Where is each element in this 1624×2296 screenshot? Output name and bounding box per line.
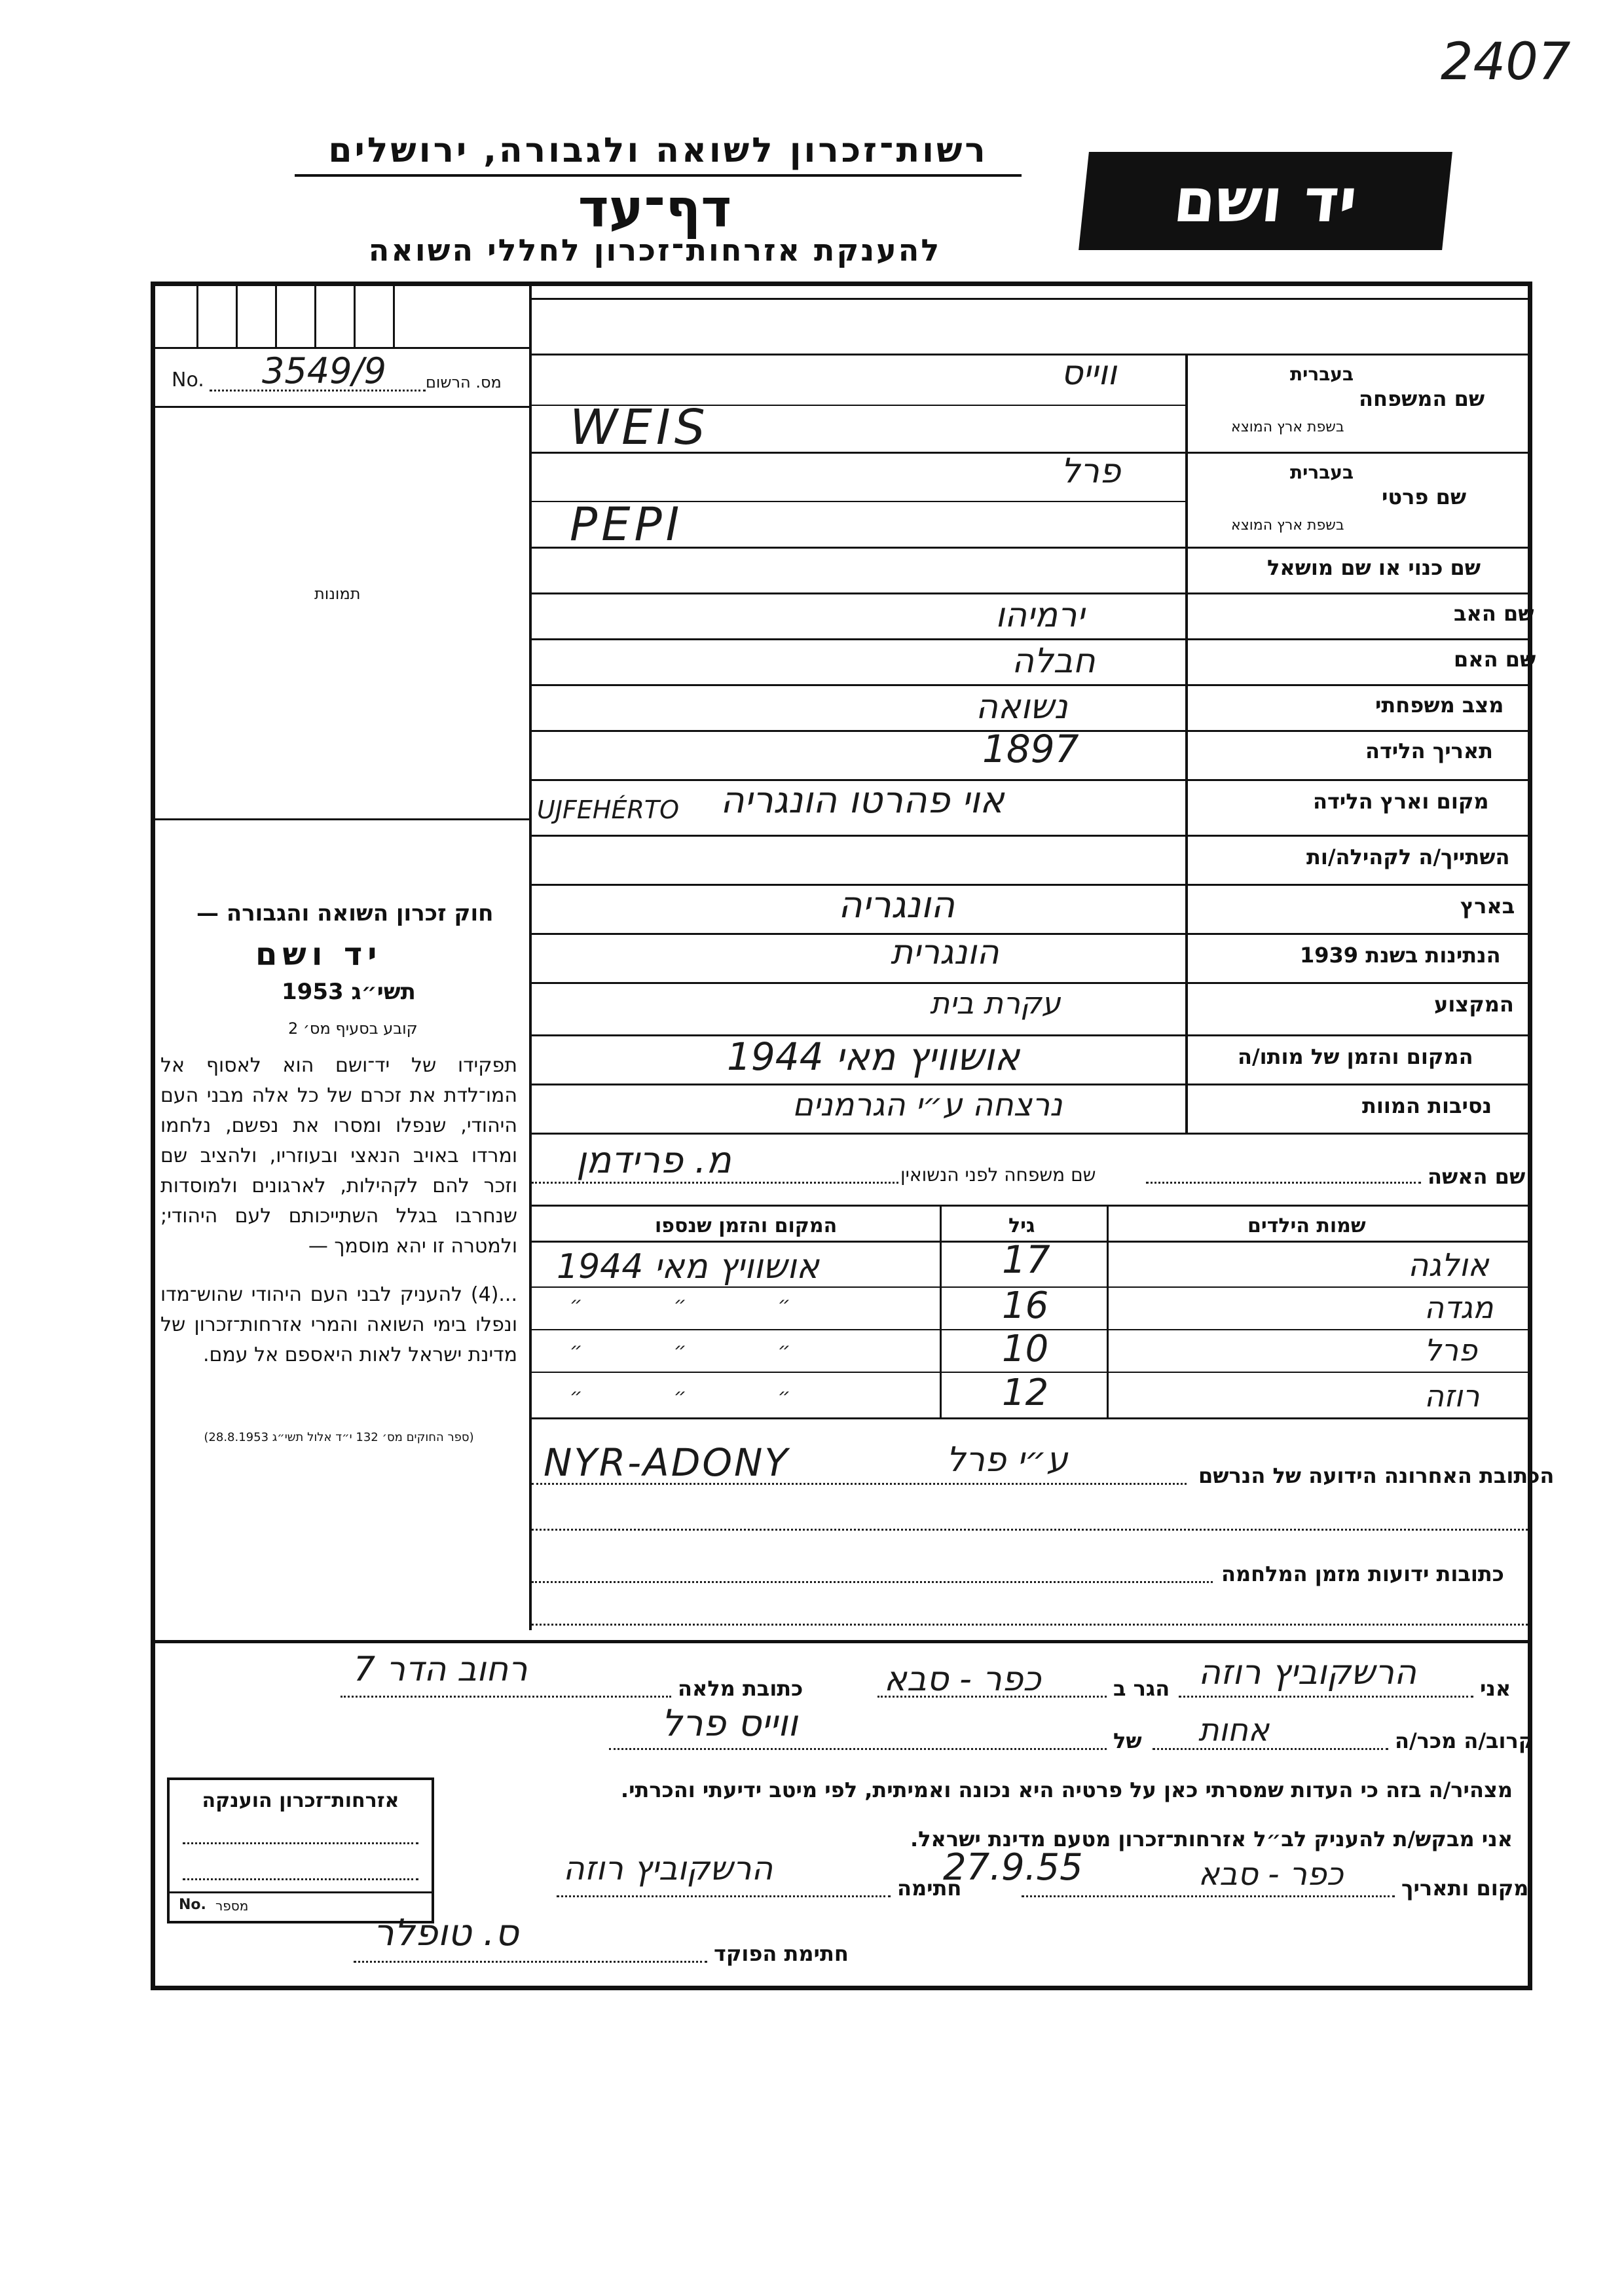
spouse-maiden-label: שם משפחה לפני הנשואין: [900, 1164, 1096, 1186]
family-name-label: שם המשפחה: [1359, 386, 1485, 411]
child-4-age: 12: [1002, 1372, 1049, 1414]
marital-value: נשואה: [976, 687, 1068, 727]
law-clause: קובע בסעיף מס׳ 2: [288, 1019, 418, 1038]
child-2-name: מגדה: [1424, 1290, 1494, 1325]
family-name-hebrew-label: בעברית: [1290, 363, 1354, 385]
first-name-origin: PEPI: [570, 498, 684, 551]
declarant-name: הרשקוביץ רוזה: [1198, 1653, 1416, 1692]
law-text-2: ...(4) להעניק לבני העם היהודי שהוש־מדו ונפלו בימי השואה והמרי אזרחות־זכרון של מדינת ישראל לאות היאספם אל עמם.: [160, 1283, 517, 1366]
children-names-header: שמות הילדים: [1247, 1214, 1366, 1237]
of-label: של: [1113, 1728, 1142, 1753]
spouse-value: מ. פרידמן: [576, 1139, 731, 1182]
full-address-label: כתובת מלאה: [678, 1676, 803, 1701]
citizenship-label: הנתינות בשנת 1939: [1300, 943, 1501, 968]
logo-text: יד ושם: [1170, 166, 1361, 236]
authority-title: רשות־זכרון לשואה ולגבורה, ירושלים: [295, 131, 1022, 177]
family-name-origin-label: בשפת ארץ המוצא: [1231, 419, 1344, 435]
country-label: בארץ: [1460, 894, 1515, 919]
child-3-place: ״ ״ ״: [570, 1339, 791, 1362]
birth-date-value: 1897: [982, 727, 1079, 771]
officer-signature-value: ס. טופלר: [373, 1912, 519, 1954]
first-name-origin-label: בשפת ארץ המוצא: [1231, 517, 1344, 534]
children-place-header: המקום והזמן שנספו: [655, 1214, 838, 1237]
last-address-hebrew: ע״י פרל: [946, 1440, 1068, 1480]
law-ref: (ספר החוקים מס׳ 132 י״ד אלול תשי״ג 28.8.1953): [204, 1430, 474, 1444]
birth-place-origin: UJFEHÉRTO: [537, 795, 679, 824]
photo-label: תמונות: [314, 585, 361, 603]
first-name-label: שם פרטי: [1382, 484, 1467, 509]
child-1-place: אושוויץ מאי 1944: [557, 1247, 819, 1286]
citizenship-value: הונגרית: [891, 933, 999, 972]
registry-no-label: No.: [172, 369, 204, 392]
birth-place-label: מקום וארץ הלידה: [1313, 789, 1489, 814]
child-1-age: 17: [1002, 1237, 1050, 1282]
war-address-label: כתובות ידועות מזמן המלחמה: [1221, 1561, 1504, 1586]
full-address-value: רחוב הדר 7: [354, 1650, 528, 1689]
yad-vashem-logo: [1079, 152, 1452, 250]
mother-value: חבלה: [1012, 642, 1096, 681]
signature-value: הרשקוביץ רוזה: [563, 1850, 773, 1887]
date-value: 27.9.55: [943, 1846, 1083, 1889]
law-title: חוק זכרון השואה והגבורה —: [196, 900, 494, 926]
death-place-value: אושוויץ מאי 1944: [727, 1034, 1020, 1079]
father-value: ירמיהו: [995, 596, 1085, 635]
family-name-origin: WEIS: [570, 399, 709, 456]
stamp-no-label: No.: [179, 1897, 206, 1913]
death-circumstances-label: נסיבות המוות: [1362, 1093, 1492, 1118]
birth-place-hebrew: אוי פהרטו הונגריה: [720, 779, 1005, 822]
death-place-label: המקום והזמן של מותו/ה: [1238, 1044, 1473, 1069]
spouse-label: שם האשה: [1428, 1164, 1526, 1189]
profession-value: עקרת בית: [930, 985, 1061, 1021]
child-2-age: 16: [1002, 1285, 1049, 1327]
last-address-origin: NYR-ADONY: [544, 1440, 790, 1485]
relative-label: קרוב/ה מכר/ה: [1395, 1728, 1534, 1753]
form-title: דף־עד: [578, 178, 732, 239]
birth-date-label: תאריך הלידה: [1365, 738, 1494, 763]
declarant-residing-label: הגר ב: [1113, 1676, 1170, 1701]
relation-value: אחות: [1198, 1712, 1270, 1749]
officer-signature-label: חתימת הפוקד: [714, 1941, 849, 1966]
child-4-name: רוזה: [1424, 1378, 1480, 1413]
registry-number: 3549/9: [262, 350, 386, 392]
child-3-name: פרל: [1424, 1332, 1477, 1368]
stamp-number-label: מספר: [215, 1898, 249, 1914]
place-date-label: מקום ותאריך: [1401, 1876, 1529, 1901]
corner-number: 2407: [1441, 33, 1571, 92]
request-text: אני מבקש/ת להעניק לב״ל אזרחות־זכרון מטעם מדינת ישראל.: [910, 1827, 1513, 1851]
law-name: יד ושם: [255, 936, 382, 973]
form-subtitle: להענקת אזרחות־זכרון לחללי השואה: [368, 232, 942, 268]
place-value: כפר - סבא: [1198, 1856, 1344, 1893]
citizenship-granted-box: [167, 1777, 434, 1923]
child-3-age: 10: [1002, 1328, 1049, 1370]
profession-label: המקצוע: [1434, 992, 1514, 1017]
first-name-hebrew: פרל: [1061, 452, 1121, 491]
child-2-place: ״ ״ ״: [570, 1293, 791, 1316]
child-4-place: ״ ״ ״: [570, 1385, 791, 1408]
nickname-label: שם כנוי או שם מושאל: [1267, 555, 1481, 580]
of-name-value: ווייס פרל: [661, 1702, 798, 1745]
law-year: תשי״ג 1953: [282, 979, 416, 1005]
last-address-label: הכתובת האחרונה הידועה של הנרשם: [1198, 1463, 1555, 1488]
children-age-header: גיל: [1008, 1214, 1035, 1237]
declarant-ani-label: אני: [1480, 1676, 1511, 1701]
marital-label: מצב משפחתי: [1375, 693, 1504, 718]
declaration-text: מצהיר/ה בזה כי העדות שמסרתי כאן על פרטיה היא נכונה ואמיתית, לפי מיטב ידיעתי והכרתי.: [620, 1777, 1513, 1802]
child-1-name: אולגה: [1408, 1247, 1489, 1284]
citizenship-granted-title: אזרחות־זכרון הוענקה: [202, 1789, 399, 1812]
mother-label: שם האם: [1454, 647, 1536, 672]
first-name-hebrew-label: בעברית: [1290, 462, 1354, 483]
law-text-1: תפקידו של יד־ושם הוא לאסוף אל המו־לדת את זכרם של כל אלה מבני העם היהודי, שנפלו ומסרו את נפשם, נלחמו ומרדו באויב הנאצי ובעוזריו, ולהציב שם וזכר להם לקהילות, לארגונים ולמוסדות שנחרבו בגלל השתייכותם לעם היהודי; ולמטרה זו יהא מוסמך —: [160, 1054, 517, 1258]
country-value: הונגריה: [838, 884, 955, 926]
signature-label: חתימה: [897, 1876, 962, 1901]
community-label: השתייך/ה לקהילה/ות: [1306, 845, 1510, 869]
family-name-hebrew: ווייס: [1061, 354, 1117, 393]
death-circumstances-value: נרצחה ע״י הגרמנים: [792, 1087, 1063, 1123]
registry-label: מס. הרשום: [426, 373, 502, 392]
declarant-city: כפר - סבא: [884, 1660, 1041, 1699]
father-label: שם האב: [1454, 601, 1534, 626]
